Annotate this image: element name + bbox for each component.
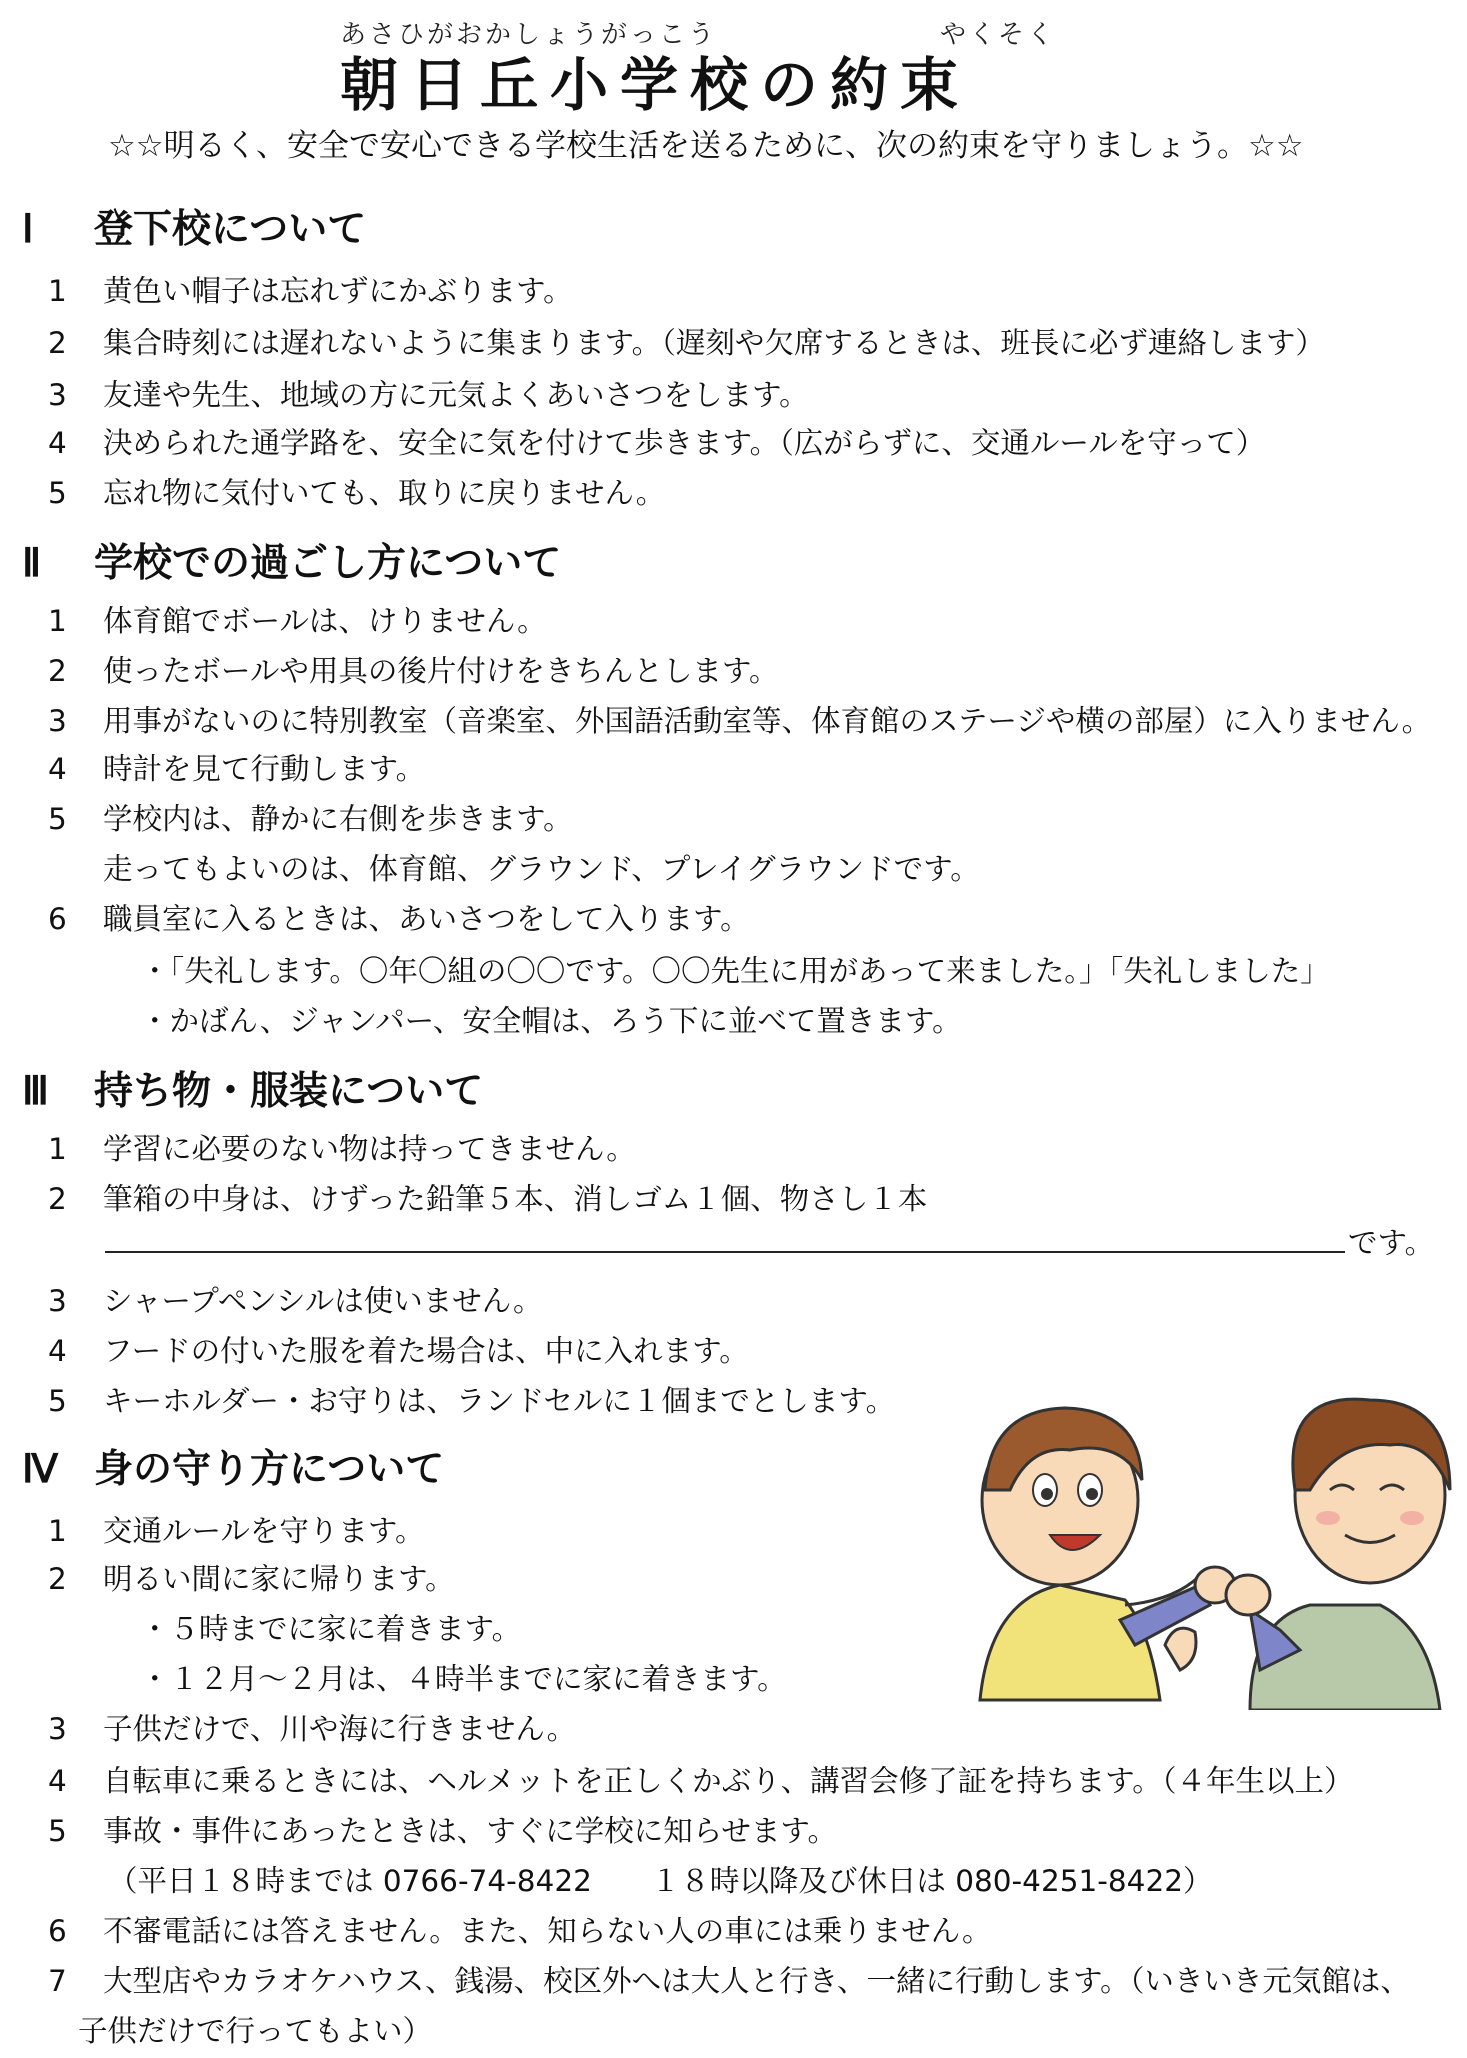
rule-item: 2 集合時刻には遅れないように集まります。（遅刻や欠席するときは、班長に必ず連絡します） <box>48 326 1325 360</box>
section-1-heading <box>22 198 366 254</box>
rule-item: 4 時計を見て行動します。 <box>48 752 426 786</box>
rule-item: 1 体育館でボールは、けりません。 <box>48 604 547 638</box>
rule-item: 2 明るい間に家に帰ります。 <box>48 1562 455 1596</box>
rule-item: 5 キーホルダー・お守りは、ランドセルに１個までとします。 <box>48 1384 896 1418</box>
rule-item: 1 交通ルールを守ります。 <box>48 1514 425 1548</box>
section-title: 学校での過ごし方について <box>94 541 562 586</box>
section-4-heading <box>22 1438 444 1494</box>
rule-sub-item: ・５時までに家に着きます。 <box>140 1612 522 1646</box>
rule-item: 4 決められた通学路を、安全に気を付けて歩きます。（広がらずに、交通ルールを守って） <box>48 426 1266 460</box>
rule-item: 6 不審電話には答えません。また、知らない人の車には乗りません。 <box>48 1914 992 1948</box>
rule-item: 3 シャープペンシルは使いません。 <box>48 1284 543 1318</box>
title-ruby-left: あさひがおかしょうがっこう <box>340 20 718 50</box>
rule-item: 4 自転車に乗るときには、ヘルメットを正しくかぶり、講習会修了証を持ちます。（４年生以上） <box>48 1764 1354 1798</box>
section-number: Ⅳ <box>22 1448 58 1491</box>
rule-item: 5 事故・事件にあったときは、すぐに学校に知らせます。 <box>48 1814 837 1848</box>
rule-sub-item: ・「失礼します。〇年〇組の〇〇です。〇〇先生に用があって来ました。」「失礼しました」 <box>140 954 1330 988</box>
fill-in-blank-line <box>105 1251 1345 1253</box>
section-number: Ⅲ <box>22 1070 49 1113</box>
rule-continuation: 走ってもよいのは、体育館、グラウンド、プレイグラウンドです。 <box>103 852 980 886</box>
rule-item: 6 職員室に入るときは、あいさつをして入ります。 <box>48 902 750 936</box>
rule-sub-item: ・１２月～２月は、４時半までに家に着きます。 <box>140 1662 787 1696</box>
rule-item: 3 子供だけで、川や海に行きません。 <box>48 1712 577 1746</box>
contact-phone-numbers: （平日１８時までは 0766-74-8422 １８時以降及び休日は 080-4251-8422） <box>108 1864 1213 1898</box>
rule-item: 2 筆箱の中身は、けずった鉛筆５本、消しゴム１個、物さし１本 <box>48 1182 928 1216</box>
blank-suffix: です。 <box>1348 1226 1435 1260</box>
section-number: Ⅱ <box>22 542 42 585</box>
rule-sub-item: ・かばん、ジャンパー、安全帽は、ろう下に並べて置きます。 <box>140 1004 962 1038</box>
rule-item: 7 大型店やカラオケハウス、銭湯、校区外へは大人と行き、一緒に行動します。（いきいき元気館は、 <box>48 1964 1410 1998</box>
section-title: 登下校について <box>94 207 367 252</box>
section-title: 持ち物・服装について <box>94 1069 484 1114</box>
title-ruby-right: やくそく <box>940 20 1057 50</box>
rule-continuation: 子供だけで行ってもよい） <box>78 2014 433 2048</box>
intro-text: ☆☆明るく、安全で安心できる学校生活を送るために、次の約束を守りましょう。☆☆ <box>108 128 1304 164</box>
pinky-promise-illustration <box>950 1370 1460 1710</box>
page-title: 朝日丘小学校の約束 <box>340 51 971 119</box>
left-child-figure <box>980 1408 1235 1700</box>
section-number: Ⅰ <box>22 208 34 251</box>
rule-item: 5 忘れ物に気付いても、取りに戻りません。 <box>48 476 666 510</box>
rule-item: 1 黄色い帽子は忘れずにかぶります。 <box>48 274 573 308</box>
rule-item: 4 フードの付いた服を着た場合は、中に入れます。 <box>48 1334 749 1368</box>
rule-item: 2 使ったボールや用具の後片付けをきちんとします。 <box>48 654 779 688</box>
rule-item: 1 学習に必要のない物は持ってきません。 <box>48 1132 636 1166</box>
rule-item: 3 用事がないのに特別教室（音楽室、外国語活動室等、体育館のステージや横の部屋）に入りません。 <box>48 704 1432 738</box>
rule-item: 3 友達や先生、地域の方に元気よくあいさつをします。 <box>48 378 809 412</box>
section-3-heading <box>22 1060 483 1116</box>
rule-item: 5 学校内は、静かに右側を歩きます。 <box>48 802 573 836</box>
section-2-heading <box>22 532 561 588</box>
right-child-figure <box>1226 1399 1450 1710</box>
section-title: 身の守り方について <box>94 1447 445 1492</box>
